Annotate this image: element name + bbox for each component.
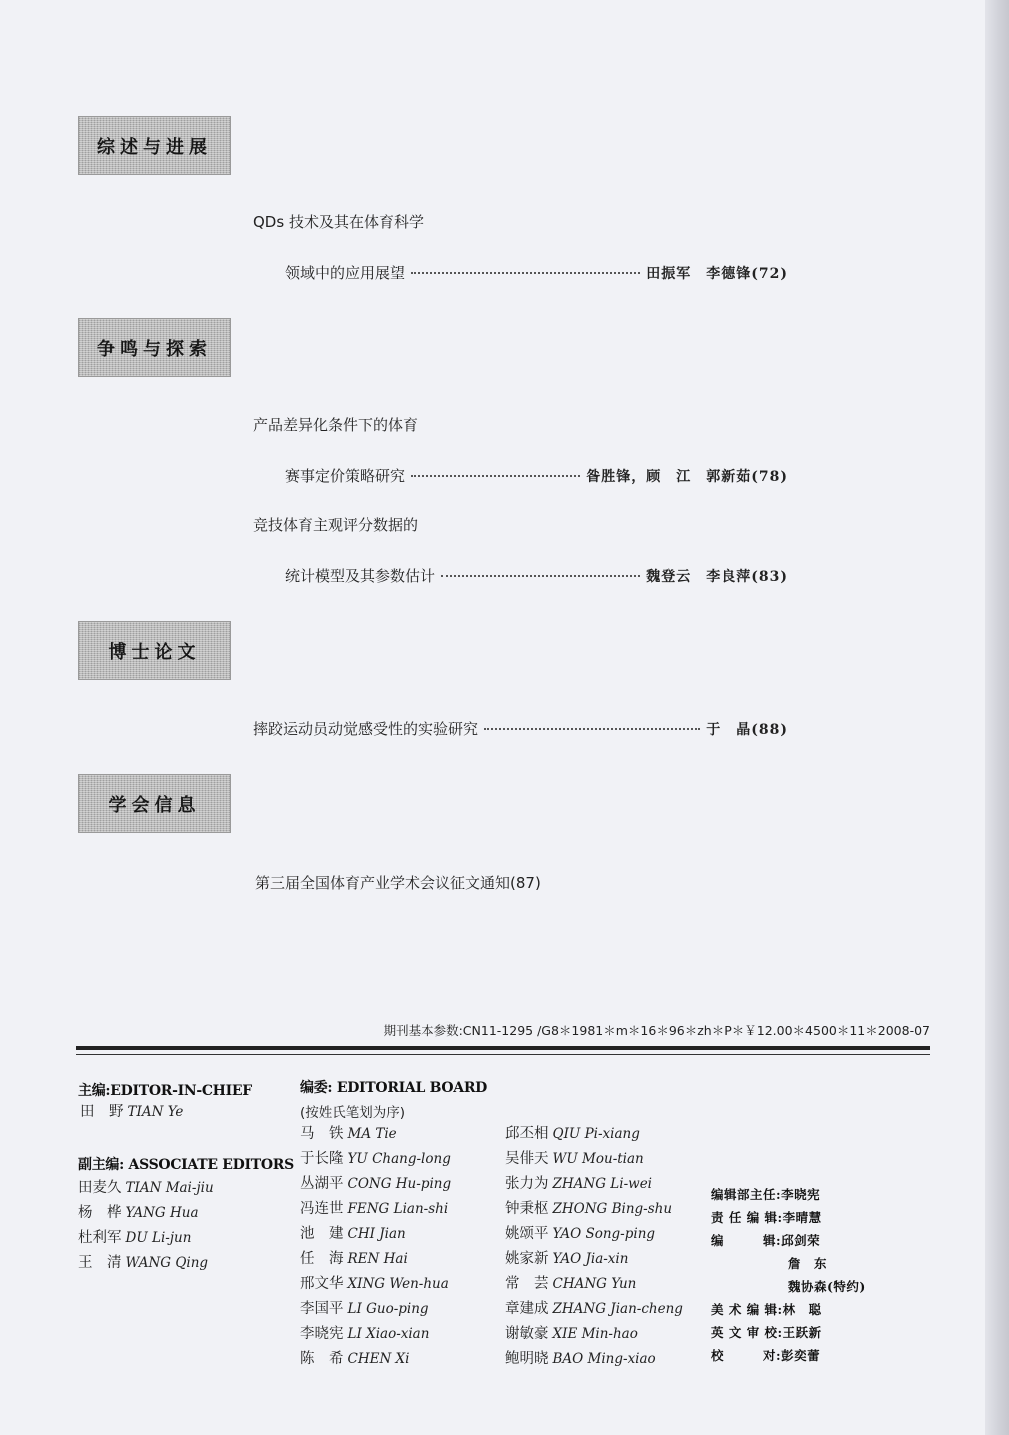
dot-leader [411,475,580,477]
article-title-line2: 统计模型及其参数估计 [285,567,436,585]
article-title-line1[interactable]: 竞技体育主观评分数据的 [253,516,419,534]
person-en-name: YAO Song-ping [552,1226,656,1242]
staff-line: 校 对:彭奕蕾 [711,1348,821,1363]
person-en-name: REN Hai [347,1251,408,1267]
person-en-name: TIAN Ye [127,1104,184,1120]
board-member [505,1175,652,1193]
person-en-name: ZHANG Li-wei [552,1176,652,1192]
board-member [505,1275,636,1293]
board-member [505,1350,656,1368]
divider-thin [76,1054,930,1055]
section-label-doctoral-thesis: 博士论文 [78,621,231,680]
page-edge [985,0,1009,1435]
board-member [300,1175,451,1193]
editor-in-chief-heading: 主编:EDITOR-IN-CHIEF [78,1083,252,1099]
person-en-name: ZHONG Bing-shu [552,1201,673,1217]
associate-editor [78,1229,191,1247]
person-cn-name: 李晓宪 [300,1326,344,1342]
person-cn-name: 谢敏豪 [505,1326,549,1342]
article-authors: 昝胜锋，顾 江 郭新茹(78) [586,469,788,485]
toc-entry[interactable] [285,465,788,486]
board-member [300,1350,410,1368]
toc-entry[interactable] [253,718,788,739]
editorial-board-heading: 编委: EDITORIAL BOARD [300,1080,488,1096]
board-member [300,1225,406,1243]
staff-line: 英 文 审 校:王跃新 [711,1325,822,1340]
person-en-name: YAO Jia-xin [552,1251,629,1267]
person-en-name: FENG Lian-shi [347,1201,449,1217]
person-cn-name: 吴俳天 [505,1151,549,1167]
person-en-name: MA Tie [347,1126,397,1142]
person-en-name: CHEN Xi [347,1351,410,1367]
article-title-line1[interactable]: QDs 技术及其在体育科学 [253,213,424,231]
person-en-name: QIU Pi-xiang [552,1126,640,1142]
person-cn-name: 鲍明晓 [505,1351,549,1367]
person-cn-name: 李国平 [300,1301,344,1317]
person-en-name: XING Wen-hua [347,1276,449,1292]
staff-line: 编辑部主任:李晓宪 [711,1187,821,1202]
person-cn-name: 邢文华 [300,1276,344,1292]
person-cn-name: 钟秉枢 [505,1201,549,1217]
staff-line: 责 任 编 辑:李晴慧 [711,1210,822,1225]
dot-leader [411,272,640,274]
person-cn-name: 陈 希 [300,1351,344,1367]
board-member [505,1200,672,1218]
person-en-name: BAO Ming-xiao [552,1351,656,1367]
staff-line: 詹 东 [788,1256,828,1271]
person-cn-name: 丛湖平 [300,1176,344,1192]
person-en-name: WANG Qing [125,1255,209,1271]
article-authors: 于 晶(88) [706,722,788,738]
person-cn-name: 常 芸 [505,1276,549,1292]
person-en-name: CONG Hu-ping [347,1176,452,1192]
board-member [300,1200,448,1218]
person-en-name: LI Guo-ping [347,1301,429,1317]
article-title-line1[interactable]: 产品差异化条件下的体育 [253,416,419,434]
staff-line: 美 术 编 辑:林 聪 [711,1302,822,1317]
person-cn-name: 邱丕相 [505,1126,549,1142]
person-cn-name: 于长隆 [300,1151,344,1167]
staff-line: 编 辑:邱剑荣 [711,1233,821,1248]
board-member [505,1325,638,1343]
board-member [300,1300,429,1318]
person-cn-name: 任 海 [300,1251,344,1267]
article-title[interactable]: 第三届全国体育产业学术会议征文通知(87) [255,874,541,892]
editorial-board-note: (按姓氏笔划为序) [300,1105,406,1121]
toc-entry[interactable] [285,262,788,283]
board-member [505,1125,640,1143]
board-member [505,1250,628,1268]
board-member [300,1250,408,1268]
person-cn-name: 姚颂平 [505,1226,549,1242]
associate-editors-heading: 副主编: ASSOCIATE EDITORS [78,1157,294,1173]
person-en-name: WU Mou-tian [552,1151,644,1167]
person-en-name: LI Xiao-xian [347,1326,430,1342]
board-member [505,1225,655,1243]
dot-leader [484,728,700,730]
board-member [505,1150,644,1168]
person-cn-name: 王 清 [78,1255,122,1271]
person-cn-name: 章建成 [505,1301,549,1317]
section-label-society-news: 学会信息 [78,774,231,833]
person-cn-name: 姚家新 [505,1251,549,1267]
person-en-name: CHI Jian [347,1226,406,1242]
person-cn-name: 杜利军 [78,1230,122,1246]
person-en-name: TIAN Mai-jiu [125,1180,214,1196]
board-member [505,1300,683,1318]
associate-editor [78,1204,199,1222]
person-cn-name: 田麦久 [78,1180,122,1196]
person-en-name: XIE Min-hao [552,1326,638,1342]
person-cn-name: 田 野 [80,1104,124,1120]
person-en-name: CHANG Yun [552,1276,637,1292]
person-cn-name: 池 建 [300,1226,344,1242]
person-cn-name: 冯连世 [300,1201,344,1217]
toc-entry[interactable] [285,565,788,586]
associate-editor [78,1179,214,1197]
article-title: 摔跤运动员动觉感受性的实验研究 [253,720,479,738]
person-en-name: YU Chang-long [347,1151,451,1167]
associate-editor [78,1254,208,1272]
divider-thick [76,1046,930,1050]
section-label-review: 综述与进展 [78,116,231,175]
article-authors: 魏登云 李良萍(83) [646,569,788,585]
person-cn-name: 张力为 [505,1176,549,1192]
person-en-name: YANG Hua [125,1205,199,1221]
journal-parameters: 期刊基本参数:CN11-1295 /G8＊1981＊m＊16＊96＊zh＊P＊￥12.00＊4500＊11＊2008-07 [383,1023,930,1038]
board-member [300,1125,397,1143]
board-member [300,1150,451,1168]
board-member [300,1325,429,1343]
article-title-line2: 领域中的应用展望 [285,264,406,282]
article-title-line2: 赛事定价策略研究 [285,467,406,485]
person-cn-name: 马 铁 [300,1126,344,1142]
board-member [300,1275,449,1293]
dot-leader [441,575,640,577]
staff-line: 魏协森(特约) [788,1279,866,1294]
person-cn-name: 杨 桦 [78,1205,122,1221]
editor-in-chief [80,1103,183,1121]
article-authors: 田振军 李德锋(72) [646,266,788,282]
person-en-name: ZHANG Jian-cheng [552,1301,683,1317]
section-label-debate: 争鸣与探索 [78,318,231,377]
person-en-name: DU Li-jun [125,1230,192,1246]
